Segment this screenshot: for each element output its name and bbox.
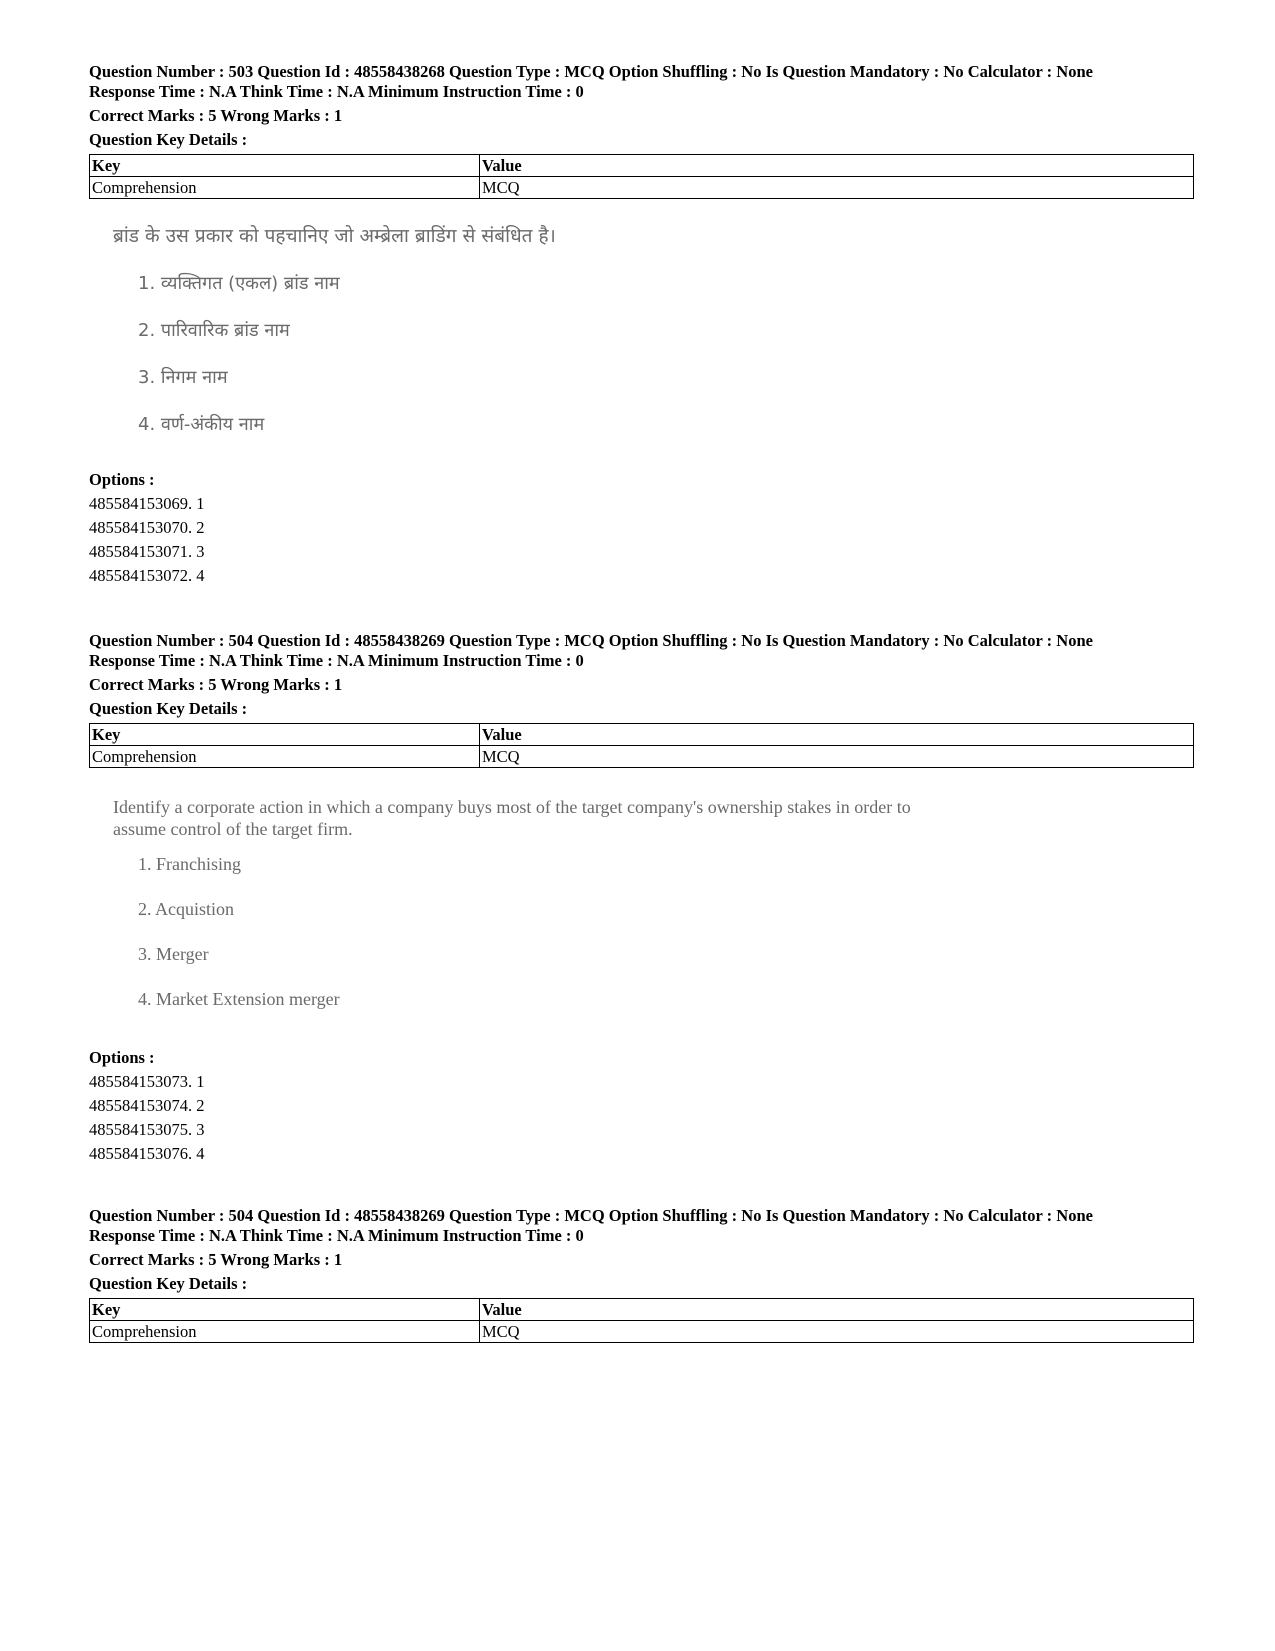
question-block-503 xyxy=(89,62,1194,199)
key-details-label: Question Key Details : xyxy=(89,699,248,718)
table-cell-key: Comprehension xyxy=(90,1321,480,1343)
table-header-value: Value xyxy=(480,1299,1194,1321)
choice-1: 1. व्यक्तिगत (एकल) ब्रांड नाम xyxy=(138,273,340,294)
option-item: 485584153070. 2 xyxy=(89,518,205,537)
choice-3: 3. निगम नाम xyxy=(138,367,228,388)
question-image-hindi xyxy=(113,224,1113,454)
table-cell-key: Comprehension xyxy=(90,746,480,768)
table-header-key: Key xyxy=(90,1299,480,1321)
choice-4: 4. Market Extension merger xyxy=(138,989,340,1009)
question-header: Question Number : 503 Question Id : 48558438268 Question Type : MCQ Option Shuffling : No Is Question Mandatory : No Calculator : None xyxy=(89,62,1093,81)
option-item: 485584153074. 2 xyxy=(89,1096,205,1115)
key-details-table xyxy=(89,723,1194,768)
question-marks: Correct Marks : 5 Wrong Marks : 1 xyxy=(89,106,343,125)
key-details-table xyxy=(89,154,1194,199)
question-header: Question Number : 504 Question Id : 48558438269 Question Type : MCQ Option Shuffling : No Is Question Mandatory : No Calculator : None xyxy=(89,631,1093,650)
table-row xyxy=(90,746,1194,768)
key-details-label: Question Key Details : xyxy=(89,130,248,149)
table-cell-value: MCQ xyxy=(480,1321,1194,1343)
table-cell-value: MCQ xyxy=(480,177,1194,199)
option-item: 485584153069. 1 xyxy=(89,494,205,513)
question-marks: Correct Marks : 5 Wrong Marks : 1 xyxy=(89,675,343,694)
question-image-english xyxy=(113,796,1113,1026)
options-block-504 xyxy=(89,1046,1194,1166)
table-header-row xyxy=(90,155,1194,177)
question-block-504-repeat xyxy=(89,1206,1194,1343)
choice-2: 2. पारिवारिक ब्रांड नाम xyxy=(138,320,290,341)
choice-2: 2. Acquistion xyxy=(138,899,235,919)
question-block-504 xyxy=(89,631,1194,768)
table-header-row xyxy=(90,1299,1194,1321)
choice-3: 3. Merger xyxy=(138,944,209,964)
options-block-503 xyxy=(89,468,1194,588)
table-row xyxy=(90,177,1194,199)
choice-4: 4. वर्ण-अंकीय नाम xyxy=(138,414,265,435)
question-header: Question Number : 504 Question Id : 48558438269 Question Type : MCQ Option Shuffling : No Is Question Mandatory : No Calculator : None xyxy=(89,1206,1093,1225)
question-stem-line-1: Identify a corporate action in which a company buys most of the target company's ownership stakes in order to xyxy=(113,797,911,817)
option-item: 485584153075. 3 xyxy=(89,1120,205,1139)
options-label: Options : xyxy=(89,470,155,489)
question-response-times: Response Time : N.A Think Time : N.A Minimum Instruction Time : 0 xyxy=(89,1226,584,1245)
question-stem-line-2: assume control of the target firm. xyxy=(113,819,353,839)
question-response-times: Response Time : N.A Think Time : N.A Minimum Instruction Time : 0 xyxy=(89,651,584,670)
key-details-table xyxy=(89,1298,1194,1343)
table-header-value: Value xyxy=(480,155,1194,177)
table-header-value: Value xyxy=(480,724,1194,746)
table-cell-value: MCQ xyxy=(480,746,1194,768)
option-item: 485584153072. 4 xyxy=(89,566,205,585)
table-header-key: Key xyxy=(90,155,480,177)
option-item: 485584153076. 4 xyxy=(89,1144,205,1163)
choice-1: 1. Franchising xyxy=(138,854,241,874)
table-header-key: Key xyxy=(90,724,480,746)
question-marks: Correct Marks : 5 Wrong Marks : 1 xyxy=(89,1250,343,1269)
table-cell-key: Comprehension xyxy=(90,177,480,199)
option-item: 485584153071. 3 xyxy=(89,542,205,561)
question-stem: ब्रांड के उस प्रकार को पहचानिए जो अम्ब्रेला ब्राडिंग से संबंधित है। xyxy=(113,225,556,247)
option-item: 485584153073. 1 xyxy=(89,1072,205,1091)
question-response-times: Response Time : N.A Think Time : N.A Minimum Instruction Time : 0 xyxy=(89,82,584,101)
key-details-label: Question Key Details : xyxy=(89,1274,248,1293)
table-header-row xyxy=(90,724,1194,746)
options-label: Options : xyxy=(89,1048,155,1067)
table-row xyxy=(90,1321,1194,1343)
